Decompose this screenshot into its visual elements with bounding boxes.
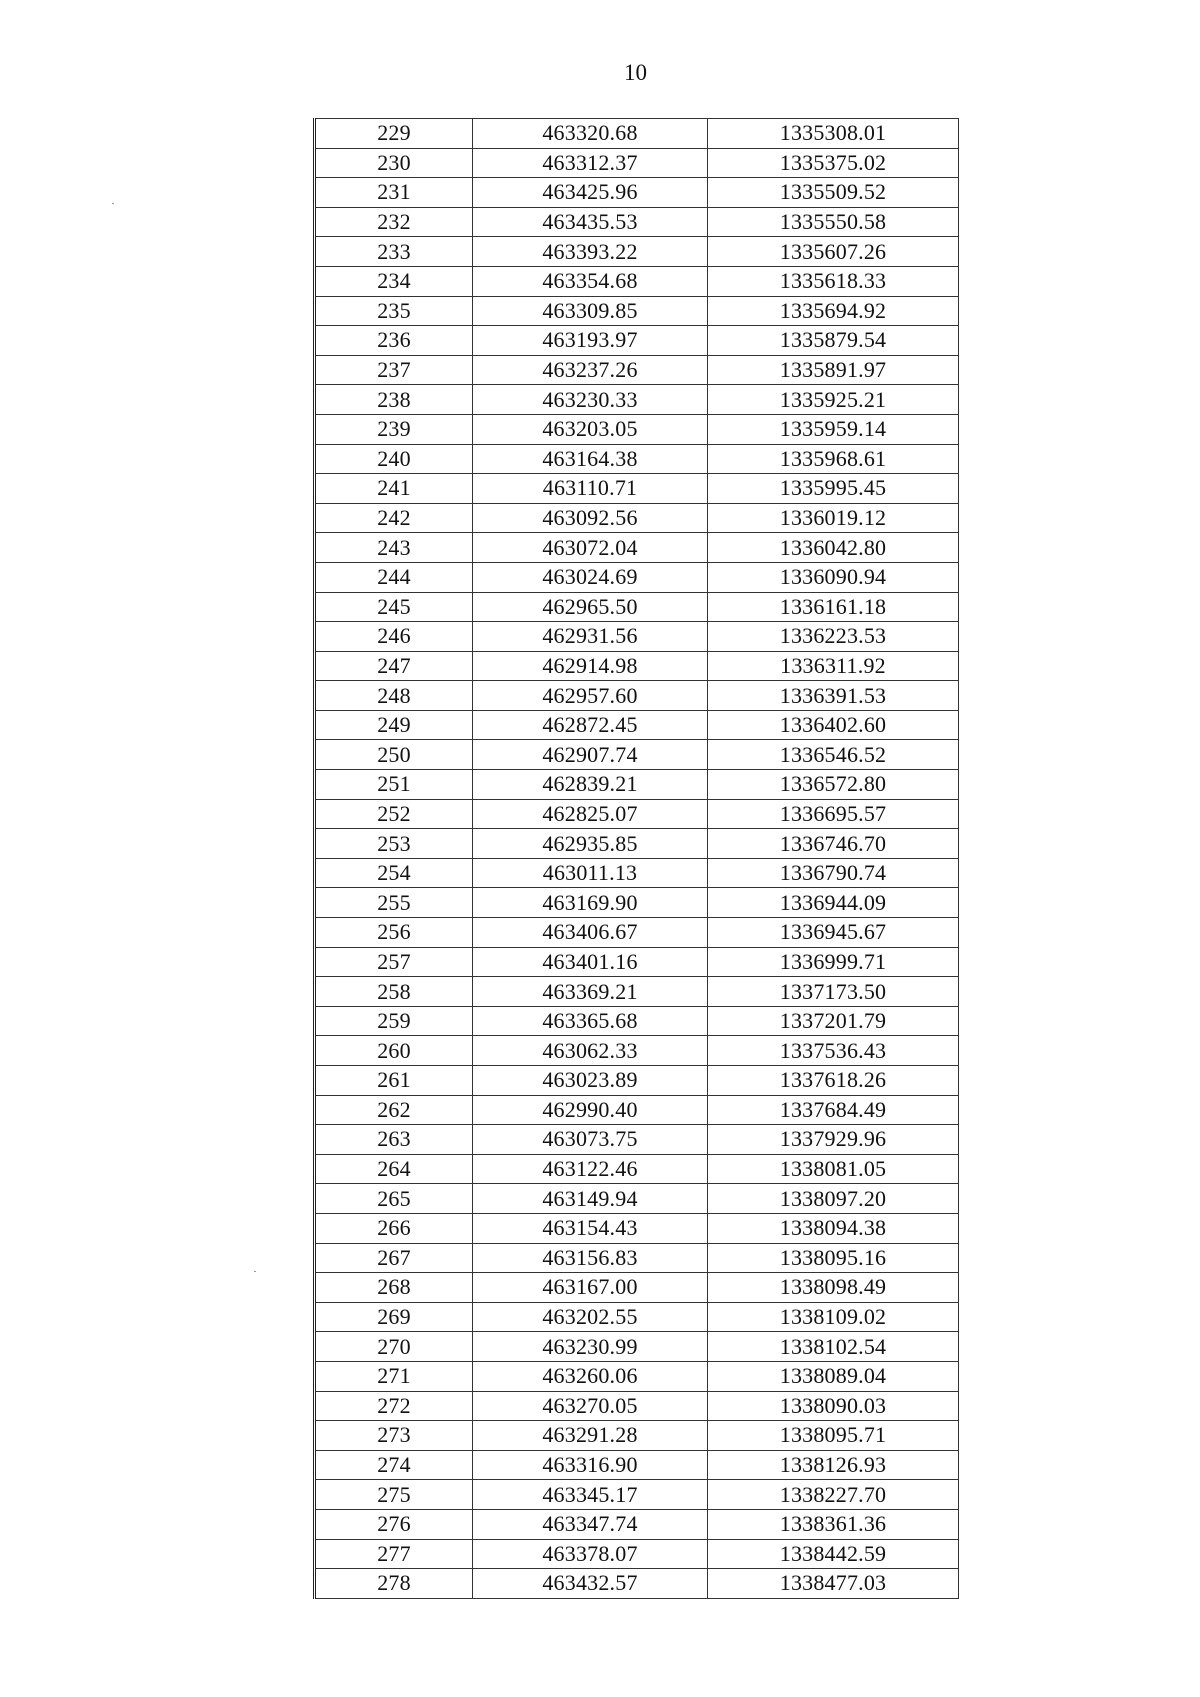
- x-coordinate-cell: 463062.33: [473, 1036, 708, 1066]
- table-row: [315, 533, 959, 563]
- point-number-cell: 265: [315, 1184, 473, 1214]
- point-number-cell: 242: [315, 503, 473, 533]
- y-coordinate-cell: 1335995.45: [708, 474, 959, 504]
- point-number-cell: 255: [315, 888, 473, 918]
- point-number-cell: 271: [315, 1361, 473, 1391]
- x-coordinate-cell: 463011.13: [473, 858, 708, 888]
- x-coordinate-cell: 463230.99: [473, 1332, 708, 1362]
- table-row: [315, 474, 959, 504]
- y-coordinate-cell: 1335694.92: [708, 296, 959, 326]
- x-coordinate-cell: 463203.05: [473, 414, 708, 444]
- y-coordinate-cell: 1338102.54: [708, 1332, 959, 1362]
- y-coordinate-cell: 1338477.03: [708, 1569, 959, 1599]
- table-row: [315, 1391, 959, 1421]
- table-row: [315, 1539, 959, 1569]
- x-coordinate-cell: 463154.43: [473, 1213, 708, 1243]
- x-coordinate-cell: 462965.50: [473, 592, 708, 622]
- x-coordinate-cell: 463320.68: [473, 119, 708, 149]
- y-coordinate-cell: 1338361.36: [708, 1509, 959, 1539]
- y-coordinate-cell: 1335375.02: [708, 148, 959, 178]
- x-coordinate-cell: 463270.05: [473, 1391, 708, 1421]
- y-coordinate-cell: 1338126.93: [708, 1450, 959, 1480]
- table-row: [315, 829, 959, 859]
- point-number-cell: 269: [315, 1302, 473, 1332]
- y-coordinate-cell: 1336019.12: [708, 503, 959, 533]
- table-row: [315, 799, 959, 829]
- point-number-cell: 257: [315, 947, 473, 977]
- point-number-cell: 262: [315, 1095, 473, 1125]
- table-row: [315, 1184, 959, 1214]
- table-row: [315, 770, 959, 800]
- x-coordinate-cell: 463309.85: [473, 296, 708, 326]
- x-coordinate-cell: 462914.98: [473, 651, 708, 681]
- point-number-cell: 266: [315, 1213, 473, 1243]
- table-row: [315, 1006, 959, 1036]
- table-row: [315, 947, 959, 977]
- point-number-cell: 258: [315, 977, 473, 1007]
- x-coordinate-cell: 462825.07: [473, 799, 708, 829]
- table-row: [315, 1480, 959, 1510]
- y-coordinate-cell: 1336572.80: [708, 770, 959, 800]
- table-row: [315, 266, 959, 296]
- point-number-cell: 231: [315, 178, 473, 208]
- scan-speck: [254, 1271, 256, 1272]
- page-number: 10: [624, 60, 647, 85]
- x-coordinate-cell: 462935.85: [473, 829, 708, 859]
- x-coordinate-cell: 463092.56: [473, 503, 708, 533]
- point-number-cell: 251: [315, 770, 473, 800]
- y-coordinate-cell: 1336402.60: [708, 710, 959, 740]
- table-row: [315, 385, 959, 415]
- y-coordinate-cell: 1335618.33: [708, 266, 959, 296]
- x-coordinate-cell: 463425.96: [473, 178, 708, 208]
- table-row: [315, 207, 959, 237]
- y-coordinate-cell: 1336042.80: [708, 533, 959, 563]
- table-row: [315, 414, 959, 444]
- y-coordinate-cell: 1338081.05: [708, 1154, 959, 1184]
- table-row: [315, 503, 959, 533]
- table-row: [315, 562, 959, 592]
- x-coordinate-cell: 463354.68: [473, 266, 708, 296]
- point-number-cell: 229: [315, 119, 473, 149]
- point-number-cell: 278: [315, 1569, 473, 1599]
- point-number-cell: 240: [315, 444, 473, 474]
- x-coordinate-cell: 463365.68: [473, 1006, 708, 1036]
- point-number-cell: 261: [315, 1066, 473, 1096]
- y-coordinate-cell: 1337536.43: [708, 1036, 959, 1066]
- point-number-cell: 241: [315, 474, 473, 504]
- x-coordinate-cell: 463432.57: [473, 1569, 708, 1599]
- x-coordinate-cell: 462872.45: [473, 710, 708, 740]
- point-number-cell: 252: [315, 799, 473, 829]
- y-coordinate-cell: 1335509.52: [708, 178, 959, 208]
- y-coordinate-cell: 1335550.58: [708, 207, 959, 237]
- point-number-cell: 235: [315, 296, 473, 326]
- x-coordinate-cell: 462907.74: [473, 740, 708, 770]
- x-coordinate-cell: 463435.53: [473, 207, 708, 237]
- table-row: [315, 237, 959, 267]
- x-coordinate-cell: 463401.16: [473, 947, 708, 977]
- x-coordinate-cell: 463156.83: [473, 1243, 708, 1273]
- point-number-cell: 249: [315, 710, 473, 740]
- y-coordinate-cell: 1337173.50: [708, 977, 959, 1007]
- point-number-cell: 268: [315, 1273, 473, 1303]
- table-row: [315, 1154, 959, 1184]
- x-coordinate-cell: 463369.21: [473, 977, 708, 1007]
- table-row: [315, 1066, 959, 1096]
- table-row: [315, 1421, 959, 1451]
- x-coordinate-cell: 463312.37: [473, 148, 708, 178]
- y-coordinate-cell: 1338442.59: [708, 1539, 959, 1569]
- table-row: [315, 1036, 959, 1066]
- coordinates-table-body: [315, 119, 959, 1599]
- x-coordinate-cell: 463164.38: [473, 444, 708, 474]
- x-coordinate-cell: 463072.04: [473, 533, 708, 563]
- x-coordinate-cell: 463149.94: [473, 1184, 708, 1214]
- point-number-cell: 236: [315, 326, 473, 356]
- point-number-cell: 245: [315, 592, 473, 622]
- y-coordinate-cell: 1338097.20: [708, 1184, 959, 1214]
- y-coordinate-cell: 1338227.70: [708, 1480, 959, 1510]
- x-coordinate-cell: 463073.75: [473, 1125, 708, 1155]
- y-coordinate-cell: 1337618.26: [708, 1066, 959, 1096]
- y-coordinate-cell: 1336790.74: [708, 858, 959, 888]
- x-coordinate-cell: 463230.33: [473, 385, 708, 415]
- x-coordinate-cell: 462839.21: [473, 770, 708, 800]
- x-coordinate-cell: 463193.97: [473, 326, 708, 356]
- table-row: [315, 296, 959, 326]
- x-coordinate-cell: 463291.28: [473, 1421, 708, 1451]
- x-coordinate-cell: 463347.74: [473, 1509, 708, 1539]
- point-number-cell: 276: [315, 1509, 473, 1539]
- table-row: [315, 622, 959, 652]
- x-coordinate-cell: 462990.40: [473, 1095, 708, 1125]
- point-number-cell: 277: [315, 1539, 473, 1569]
- y-coordinate-cell: 1336546.52: [708, 740, 959, 770]
- y-coordinate-cell: 1338089.04: [708, 1361, 959, 1391]
- table-row: [315, 1361, 959, 1391]
- point-number-cell: 250: [315, 740, 473, 770]
- y-coordinate-cell: 1335891.97: [708, 355, 959, 385]
- table-row: [315, 1332, 959, 1362]
- y-coordinate-cell: 1337684.49: [708, 1095, 959, 1125]
- table-row: [315, 858, 959, 888]
- x-coordinate-cell: 462931.56: [473, 622, 708, 652]
- point-number-cell: 238: [315, 385, 473, 415]
- point-number-cell: 248: [315, 681, 473, 711]
- x-coordinate-cell: 463110.71: [473, 474, 708, 504]
- point-number-cell: 253: [315, 829, 473, 859]
- x-coordinate-cell: 463202.55: [473, 1302, 708, 1332]
- y-coordinate-cell: 1335308.01: [708, 119, 959, 149]
- x-coordinate-cell: 463023.89: [473, 1066, 708, 1096]
- y-coordinate-cell: 1335879.54: [708, 326, 959, 356]
- table-row: [315, 1095, 959, 1125]
- y-coordinate-cell: 1335968.61: [708, 444, 959, 474]
- point-number-cell: 243: [315, 533, 473, 563]
- y-coordinate-cell: 1336695.57: [708, 799, 959, 829]
- table-row: [315, 710, 959, 740]
- table-row: [315, 918, 959, 948]
- x-coordinate-cell: 463316.90: [473, 1450, 708, 1480]
- table-row: [315, 326, 959, 356]
- x-coordinate-cell: 463024.69: [473, 562, 708, 592]
- point-number-cell: 264: [315, 1154, 473, 1184]
- y-coordinate-cell: 1336999.71: [708, 947, 959, 977]
- table-row: [315, 740, 959, 770]
- point-number-cell: 230: [315, 148, 473, 178]
- table-row: [315, 1273, 959, 1303]
- table-row: [315, 119, 959, 149]
- point-number-cell: 272: [315, 1391, 473, 1421]
- y-coordinate-cell: 1336746.70: [708, 829, 959, 859]
- point-number-cell: 274: [315, 1450, 473, 1480]
- coordinates-table: [313, 118, 959, 1599]
- y-coordinate-cell: 1335959.14: [708, 414, 959, 444]
- point-number-cell: 270: [315, 1332, 473, 1362]
- y-coordinate-cell: 1336944.09: [708, 888, 959, 918]
- y-coordinate-cell: 1336391.53: [708, 681, 959, 711]
- table-row: [315, 148, 959, 178]
- y-coordinate-cell: 1335925.21: [708, 385, 959, 415]
- table-row: [315, 1509, 959, 1539]
- table-row: [315, 1213, 959, 1243]
- y-coordinate-cell: 1338098.49: [708, 1273, 959, 1303]
- y-coordinate-cell: 1336311.92: [708, 651, 959, 681]
- x-coordinate-cell: 463169.90: [473, 888, 708, 918]
- x-coordinate-cell: 463393.22: [473, 237, 708, 267]
- table-row: [315, 977, 959, 1007]
- table-row: [315, 651, 959, 681]
- table-row: [315, 1243, 959, 1273]
- table-row: [315, 1450, 959, 1480]
- x-coordinate-cell: 463406.67: [473, 918, 708, 948]
- table-row: [315, 355, 959, 385]
- x-coordinate-cell: 463260.06: [473, 1361, 708, 1391]
- point-number-cell: 259: [315, 1006, 473, 1036]
- point-number-cell: 273: [315, 1421, 473, 1451]
- table-row: [315, 178, 959, 208]
- scan-speck: [112, 203, 114, 204]
- point-number-cell: 254: [315, 858, 473, 888]
- x-coordinate-cell: 463345.17: [473, 1480, 708, 1510]
- y-coordinate-cell: 1338095.16: [708, 1243, 959, 1273]
- table-row: [315, 888, 959, 918]
- table-row: [315, 681, 959, 711]
- y-coordinate-cell: 1337201.79: [708, 1006, 959, 1036]
- point-number-cell: 244: [315, 562, 473, 592]
- point-number-cell: 260: [315, 1036, 473, 1066]
- point-number-cell: 267: [315, 1243, 473, 1273]
- x-coordinate-cell: 463122.46: [473, 1154, 708, 1184]
- y-coordinate-cell: 1338090.03: [708, 1391, 959, 1421]
- x-coordinate-cell: 463167.00: [473, 1273, 708, 1303]
- y-coordinate-cell: 1336945.67: [708, 918, 959, 948]
- x-coordinate-cell: 463378.07: [473, 1539, 708, 1569]
- table-row: [315, 444, 959, 474]
- point-number-cell: 246: [315, 622, 473, 652]
- point-number-cell: 234: [315, 266, 473, 296]
- x-coordinate-cell: 462957.60: [473, 681, 708, 711]
- point-number-cell: 275: [315, 1480, 473, 1510]
- point-number-cell: 247: [315, 651, 473, 681]
- y-coordinate-cell: 1336223.53: [708, 622, 959, 652]
- point-number-cell: 256: [315, 918, 473, 948]
- point-number-cell: 237: [315, 355, 473, 385]
- y-coordinate-cell: 1336161.18: [708, 592, 959, 622]
- y-coordinate-cell: 1338094.38: [708, 1213, 959, 1243]
- table-row: [315, 1302, 959, 1332]
- point-number-cell: 239: [315, 414, 473, 444]
- y-coordinate-cell: 1335607.26: [708, 237, 959, 267]
- x-coordinate-cell: 463237.26: [473, 355, 708, 385]
- table-row: [315, 592, 959, 622]
- y-coordinate-cell: 1338109.02: [708, 1302, 959, 1332]
- y-coordinate-cell: 1338095.71: [708, 1421, 959, 1451]
- y-coordinate-cell: 1337929.96: [708, 1125, 959, 1155]
- table-row: [315, 1125, 959, 1155]
- point-number-cell: 263: [315, 1125, 473, 1155]
- point-number-cell: 233: [315, 237, 473, 267]
- y-coordinate-cell: 1336090.94: [708, 562, 959, 592]
- table-row: [315, 1569, 959, 1599]
- point-number-cell: 232: [315, 207, 473, 237]
